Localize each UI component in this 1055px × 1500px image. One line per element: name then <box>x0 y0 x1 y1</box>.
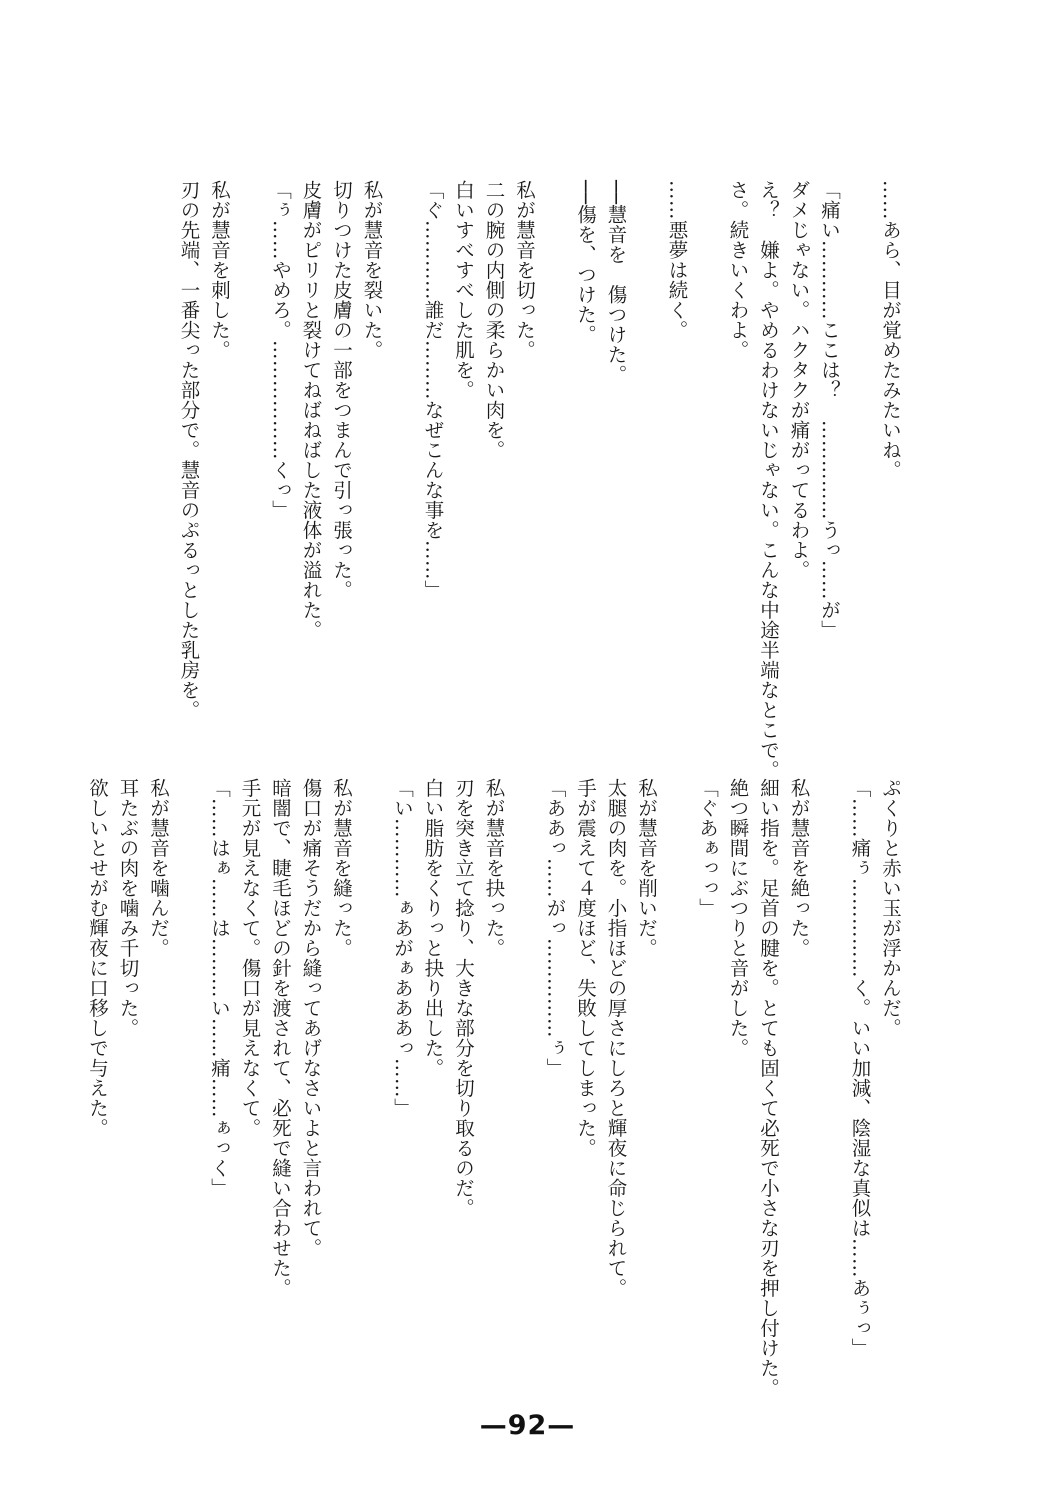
text-line: 「ぐあぁっっ」 <box>696 778 719 918</box>
paragraph-gap <box>356 778 387 1278</box>
text-line: 切りつけた皮膚の一部をつまんで引っ張った。 <box>330 180 353 600</box>
text-line: 絶つ瞬間にぶつりと音がした。 <box>726 778 750 1058</box>
page-number: —92— <box>479 1410 576 1441</box>
paragraph-gap <box>814 778 845 1278</box>
bottom-text-section <box>86 778 905 1398</box>
text-line: ぷくりと赤い玉が浮かんだ。 <box>879 778 902 1038</box>
text-line: ……あら、目が覚めたみたいね。 <box>879 180 902 480</box>
text-line: 白い脂肪をくりっと抉り出した。 <box>421 778 445 1078</box>
text-line: 「……はぁ……は………い……痛……ぁっく」 <box>208 778 231 1198</box>
text-line: 欲しいとせがむ輝夜に口移しで与えた。 <box>86 778 109 1138</box>
text-line: 細い指を。足首の腱を。とても固くて必死で小さな刃を押し付けた。 <box>757 778 780 1398</box>
text-line: 私が慧音を切った。 <box>513 180 536 360</box>
text-line: 耳たぶの肉を噛み千切った。 <box>116 778 140 1038</box>
text-line: ──慧音を 傷つけた。 <box>604 180 628 385</box>
text-line: ダメじゃない。ハクタクが痛がってるわよ。 <box>787 180 811 580</box>
text-line: 皮膚がピリリと裂けてねばねばした液体が溢れた。 <box>299 180 323 640</box>
paragraph-gap <box>844 180 875 650</box>
text-line: ……悪夢は続く。 <box>665 180 689 340</box>
text-line: 私が慧音を刺した。 <box>208 180 231 360</box>
paragraph-gap <box>539 180 570 650</box>
text-line: 「……痛ぅ……………く。いい加減、陰湿な真似は……あぅっ」 <box>848 778 872 1358</box>
text-line: え？ 嫌よ。やめるわけないじゃない。こんな中途半端なとこで。 <box>757 180 780 780</box>
text-line: ──傷を、つけた。 <box>574 180 597 345</box>
paragraph-gap <box>387 180 418 650</box>
paragraph-gap <box>509 778 540 1278</box>
text-line: 「ぅ……やめろ。………………くっ」 <box>269 180 292 520</box>
text-line: 手が震えて４度ほど、失敗してしまった。 <box>574 778 597 1158</box>
text-line: 太腿の肉を。小指ほどの厚さにしろと輝夜に命じられて。 <box>604 778 628 1298</box>
text-line: 刃の先端、一番尖った部分で。慧音のぷるっとした乳房を。 <box>177 180 201 720</box>
paragraph-gap <box>661 778 692 1278</box>
text-line: 私が慧音を抉った。 <box>482 778 506 958</box>
text-line: 私が慧音を絶った。 <box>787 778 811 958</box>
text-line: 暗闇で、睫毛ほどの針を渡されて、必死で縫い合わせた。 <box>269 778 292 1298</box>
text-line: 「い…………ぁあがぁあああっ……」 <box>391 778 414 1118</box>
text-line: 私が慧音を噛んだ。 <box>147 778 170 958</box>
paragraph-gap <box>631 180 662 650</box>
text-line: さ。続きいくわよ。 <box>726 180 750 360</box>
text-line: 刃を突き立て捻り、大きな部分を切り取るのだ。 <box>452 778 475 1218</box>
text-line: 白いすべすべした肌を。 <box>452 180 475 400</box>
text-line: 私が慧音を縫った。 <box>330 778 353 958</box>
text-line: 二の腕の内側の柔らかい肉を。 <box>482 180 506 460</box>
paragraph-gap <box>234 180 265 650</box>
text-line: 「痛い…………ここは？ ……………うっ……が」 <box>818 180 841 640</box>
paragraph-gap <box>692 180 723 650</box>
text-line: 「ぐ…………誰だ………なぜこんな事を……」 <box>421 180 445 600</box>
top-text-section <box>145 180 905 780</box>
text-line: 私が慧音を削いだ。 <box>635 778 658 958</box>
text-line: 手元が見えなくて。傷口が見えなくて。 <box>238 778 262 1138</box>
paragraph-gap <box>173 778 204 1278</box>
text-line: 傷口が痛そうだから縫ってあげなさいよと言われて。 <box>299 778 323 1258</box>
text-line: 「ああっ……がっ……………ぅ」 <box>543 778 567 1078</box>
text-line: 私が慧音を裂いた。 <box>360 180 384 360</box>
